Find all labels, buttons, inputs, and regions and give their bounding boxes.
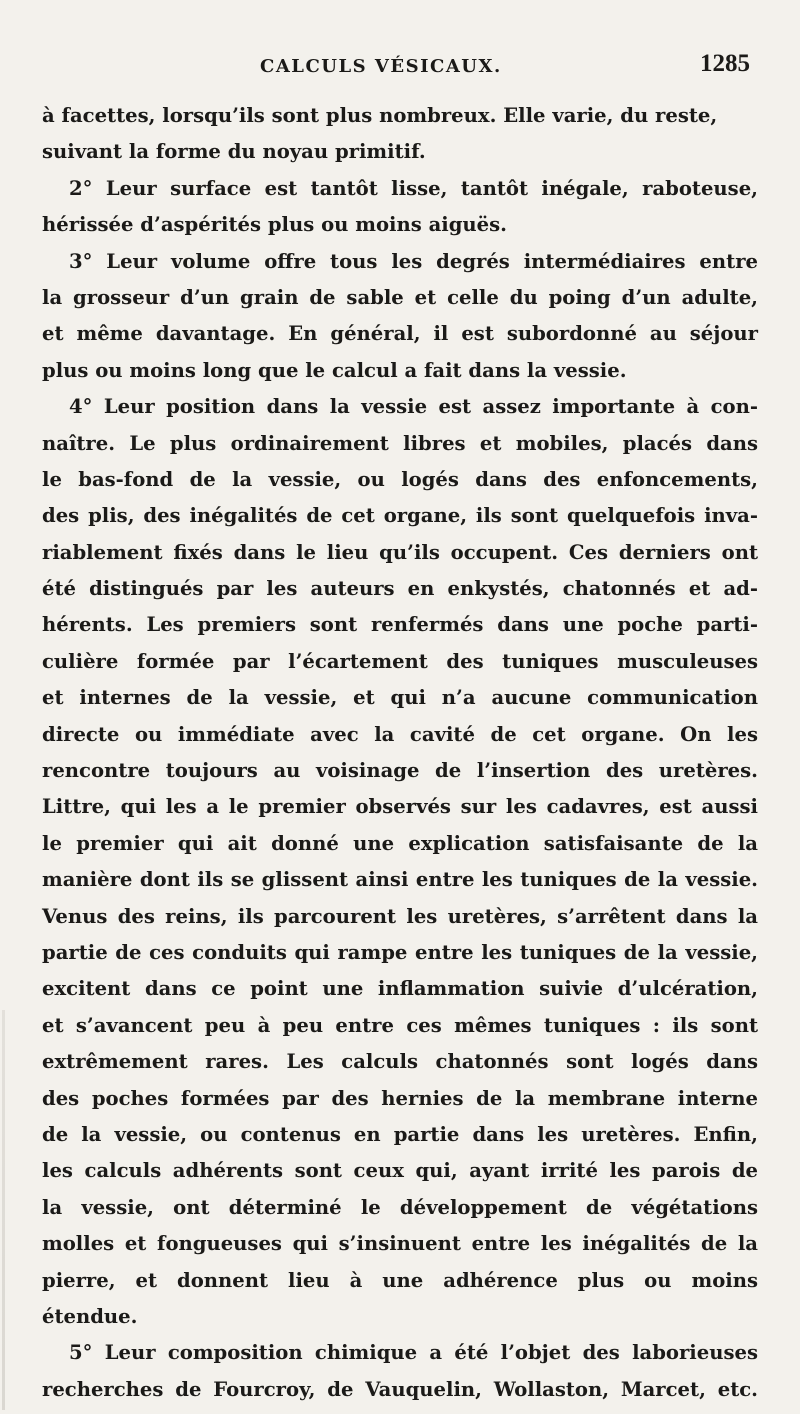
text-line: culière formée par l’écartement des tuniques musculeuses	[42, 649, 758, 673]
text-line: directe ou immédiate avec la cavité de cet organe. On les	[42, 722, 758, 746]
text-line: recherches de Fourcroy, de Vauquelin, Wollaston, Marcet, etc.	[42, 1377, 758, 1401]
text-line: et même davantage. En général, il est subordonné au séjour	[42, 322, 758, 346]
text-line: 5° Leur composition chimique a été l’objet des laborieuses	[69, 1341, 758, 1365]
text-line: et internes de la vessie, et qui n’a aucune communication	[42, 686, 758, 710]
text-line: de la vessie, ou contenus en partie dans les uretères. Enfin,	[42, 1122, 758, 1146]
text-line: étendue.	[42, 1304, 138, 1328]
text-line: rencontre toujours au voisinage de l’insertion des uretères.	[42, 759, 758, 783]
text-line: été distingués par les auteurs en enkystés, chatonnés et ad-	[42, 577, 758, 601]
text-line: et s’avancent peu à peu entre ces mêmes tuniques : ils sont	[42, 1013, 758, 1037]
page-number: 1285	[700, 50, 750, 77]
text-line: des poches formées par des hernies de la membrane interne	[42, 1086, 758, 1110]
text-line: le premier qui ait donné une explication satisfaisante de la	[42, 831, 758, 855]
text-line: à facettes, lorsqu’ils sont plus nombreux. Elle varie, du reste,	[42, 104, 718, 127]
text-line: des plis, des inégalités de cet organe, ils sont quelquefois inva-	[42, 504, 758, 528]
text-line: 2° Leur surface est tantôt lisse, tantôt inégale, raboteuse,	[69, 176, 758, 200]
text-line: plus ou moins long que le calcul a fait dans la vessie.	[42, 358, 627, 382]
text-line: partie de ces conduits qui rampe entre les tuniques de la vessie,	[42, 940, 758, 964]
text-line: suivant la forme du noyau primitif.	[42, 140, 426, 164]
text-line: le bas-fond de la vessie, ou logés dans des enfoncements,	[42, 467, 758, 491]
text-line: 3° Leur volume offre tous les degrés intermédiaires entre	[69, 249, 758, 273]
text-line: excitent dans ce point une inflammation suivie d’ulcération,	[42, 977, 758, 1001]
text-line: la grosseur d’un grain de sable et celle du poing d’un adulte,	[42, 285, 758, 309]
text-line: les calculs adhérents sont ceux qui, ayant irrité les parois de	[42, 1159, 758, 1183]
text-line: molles et fongueuses qui s’insinuent entre les inégalités de la	[42, 1232, 758, 1256]
page-header	[230, 50, 750, 90]
text-line: Littre, qui les a le premier observés sur les cadavres, est aussi	[42, 795, 758, 819]
text-line: Venus des reins, ils parcourent les uretères, s’arrêtent dans la	[42, 904, 758, 928]
text-line: extrêmement rares. Les calculs chatonnés sont logés dans	[42, 1050, 758, 1074]
page-edge-shadow	[2, 1010, 5, 1410]
text-line: manière dont ils se glissent ainsi entre les tuniques de la vessie.	[42, 868, 758, 892]
text-line: hérents. Les premiers sont renfermés dans une poche parti-	[42, 613, 758, 637]
text-line: naître. Le plus ordinairement libres et mobiles, placés dans	[42, 431, 758, 455]
running-title: CALCULS VÉSICAUX.	[260, 56, 502, 77]
text-line: 4° Leur position dans la vessie est assez importante à con-	[69, 395, 758, 419]
text-line: pierre, et donnent lieu à une adhérence plus ou moins	[42, 1268, 758, 1292]
text-line: hérissée d’aspérités plus ou moins aiguës.	[42, 213, 507, 237]
text-line: riablement fixés dans le lieu qu’ils occupent. Ces derniers ont	[42, 540, 758, 564]
body-text	[42, 98, 758, 1408]
text-line: la vessie, ont déterminé le développement de végétations	[42, 1195, 758, 1219]
